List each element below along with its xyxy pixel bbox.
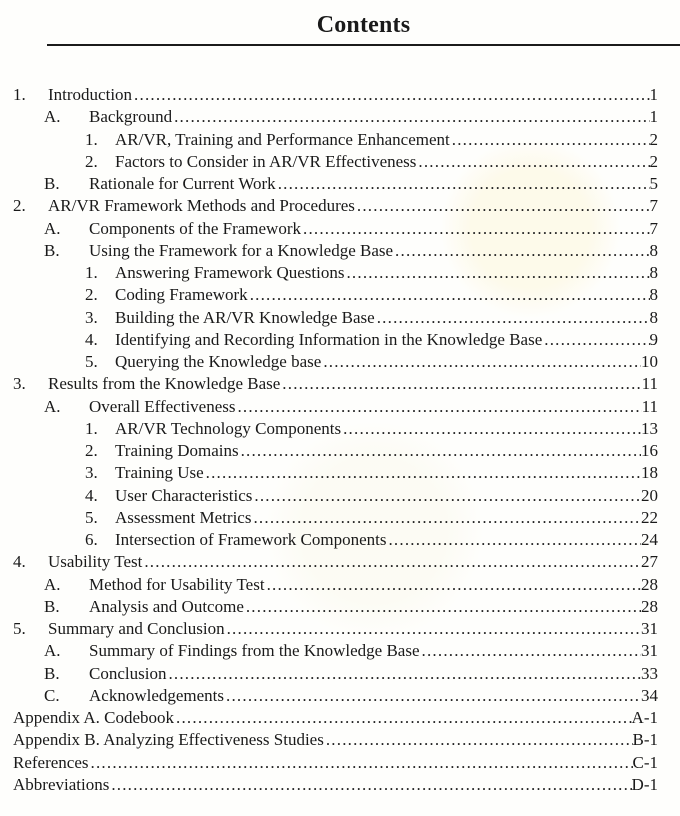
toc-entry-page: 9 [649,329,658,349]
toc-entry-label: A. [44,396,61,416]
toc-entry-label: 1. [13,85,26,104]
toc-entry-title: Introduction [48,85,133,104]
toc-entry-label: 4. [85,485,98,505]
toc-entry[interactable] [0,574,680,596]
dot-leader [144,551,641,573]
dot-leader [278,173,650,195]
toc-entry-title: Answering Framework Questions [115,263,345,282]
toc-entry-page: 33 [641,663,658,683]
toc-entry[interactable] [0,84,680,106]
toc-entry[interactable] [0,707,680,729]
toc-entry-title: Training Use [115,463,204,483]
toc-entry-label: 3. [85,307,98,327]
dot-leader [346,262,649,284]
toc-entry[interactable] [0,551,680,573]
toc-entry-page: 24 [641,530,658,549]
toc-entry-page: 18 [641,463,658,483]
toc-entry-page: 16 [641,441,658,460]
toc-entry-title: Abbreviations [13,774,110,794]
toc-entry[interactable] [0,440,680,462]
toc-entry[interactable] [0,129,680,151]
toc-entry[interactable] [0,106,680,128]
toc-entry-title: Factors to Consider in AR/VR Effectiveness [115,151,417,171]
toc-entry[interactable] [0,752,680,774]
toc-entry-page: 8 [649,285,658,305]
dot-leader [226,685,641,707]
toc-entry-label: B. [44,596,60,616]
toc-entry-page: 27 [641,552,658,572]
toc-entry-title: User Characteristics [115,485,253,505]
toc-entry-title: Acknowledgements [89,685,225,705]
toc-entry-label: A. [44,107,61,127]
dot-leader [246,596,641,618]
toc-entry[interactable] [0,218,680,240]
page-title: Contents [316,12,411,38]
toc-entry-page: 34 [641,685,658,705]
dot-leader [253,507,641,529]
toc-entry-page: A-1 [631,708,658,727]
toc-entry-title: Appendix B. Analyzing Effectiveness Studies [13,730,324,750]
toc-entry-page: 10 [641,352,658,371]
toc-entry-label: 1. [85,418,98,438]
toc-entry-label: 3. [85,463,98,483]
toc-entry[interactable] [0,329,680,351]
toc-entry-label: 5. [13,619,26,638]
toc-entry-title: Summary and Conclusion [48,619,225,638]
dot-leader [323,351,641,373]
toc-entry-title: Coding Framework [115,285,248,305]
toc-entry-label: 5. [85,352,98,371]
toc-entry-title: Appendix A. Codebook [13,708,175,727]
dot-leader [176,707,632,729]
toc-entry-label: A. [44,641,61,661]
toc-entry-page: 13 [641,418,658,438]
toc-entry-page: B-1 [632,730,658,750]
toc-entry-page: C-1 [632,752,658,772]
dot-leader [174,106,649,128]
toc-entry-label: 1. [85,129,98,149]
toc-entry-page: 28 [641,596,658,616]
toc-entry-label: A. [44,218,61,238]
dot-leader [452,129,650,151]
toc-entry[interactable] [0,685,680,707]
toc-entry-title: Summary of Findings from the Knowledge Base [89,641,420,661]
toc-entry-label: 5. [85,507,98,527]
dot-leader [111,774,631,796]
toc-entry[interactable] [0,640,680,662]
dot-leader [544,329,649,351]
toc-entry-page: 1 [649,107,658,127]
dot-leader [388,529,641,551]
toc-entry[interactable] [0,307,680,329]
toc-entry-label: A. [44,574,61,594]
toc-entry-title: Conclusion [89,663,167,683]
toc-entry-page: 11 [641,374,658,394]
toc-entry-title: Querying the Knowledge base [115,352,322,371]
toc-entry-page: 11 [641,396,658,416]
dot-leader [282,373,641,395]
toc-entry[interactable] [0,418,680,440]
toc-entry-title: Usability Test [48,552,143,572]
toc-entry[interactable] [0,774,680,796]
dot-leader [326,729,633,751]
title-rule [47,44,680,46]
dot-leader [303,218,650,240]
toc-entry-page: 2 [649,129,658,149]
toc-entry-label: 3. [13,374,26,394]
toc-entry-page: 8 [649,240,658,260]
toc-entry[interactable] [0,173,680,195]
dot-leader [241,440,641,462]
toc-entry[interactable] [0,284,680,306]
toc-entry-label: 2. [85,285,98,305]
toc-entry-title: Method for Usability Test [89,574,265,594]
dot-leader [377,307,650,329]
dot-leader [227,618,641,640]
toc-entry[interactable] [0,396,680,418]
toc-entry-title: Training Domains [115,441,239,460]
toc-entry-title: AR/VR Framework Methods and Procedures [48,196,355,216]
toc-entry-title: Assessment Metrics [115,507,252,527]
dot-leader [206,462,641,484]
toc-entry-page: 20 [641,485,658,505]
toc-entry-page: 31 [641,619,658,638]
toc-entry-title: Identifying and Recording Information in the Knowledge Base [115,329,543,349]
toc-entry-page: D-1 [631,774,658,794]
toc-entry-title: Results from the Knowledge Base [48,374,281,394]
toc-entry-title: Rationale for Current Work [89,174,276,193]
toc-entry[interactable] [0,240,680,262]
toc-entry-title: Analysis and Outcome [89,596,244,616]
dot-leader [134,84,649,106]
toc-entry-page: 28 [641,574,658,594]
toc-entry-label: 6. [85,530,98,549]
toc-entry[interactable] [0,485,680,507]
toc-entry[interactable] [0,195,680,217]
dot-leader [267,574,641,596]
toc-entry-page: 1 [649,85,658,104]
toc-entry-title: Components of the Framework [89,218,301,238]
toc-entry-label: 4. [13,552,26,572]
toc-entry-page: 5 [649,174,658,193]
toc-entry-title: Using the Framework for a Knowledge Base [89,240,394,260]
dot-leader [168,663,641,685]
toc-entry-title: Intersection of Framework Components [115,530,387,549]
toc-entry-title: Background [89,107,173,127]
toc-entry[interactable] [0,596,680,618]
toc-entry-title: AR/VR, Training and Performance Enhancement [115,129,450,149]
toc-entry-page: 2 [649,151,658,171]
title-block [47,0,680,39]
toc-entry-title: References [13,752,89,772]
toc-entry-label: C. [44,685,60,705]
toc-entry[interactable] [0,529,680,551]
toc-entry[interactable] [0,663,680,685]
dot-leader [418,151,649,173]
toc-entry-label: 4. [85,329,98,349]
toc-entry[interactable] [0,507,680,529]
dot-leader [422,640,641,662]
toc-entry[interactable] [0,462,680,484]
dot-leader [237,396,641,418]
toc-entry-label: 2. [85,151,98,171]
dot-leader [395,240,649,262]
toc-entry-page: 22 [641,507,658,527]
toc-entry[interactable] [0,618,680,640]
toc-entry-label: B. [44,174,60,193]
toc-entry-page: 7 [649,196,658,216]
toc-list [0,84,680,796]
dot-leader [343,418,641,440]
dot-leader [254,485,641,507]
toc-entry[interactable] [0,262,680,284]
toc-entry-page: 8 [649,307,658,327]
dot-leader [91,752,633,774]
toc-entry-title: Building the AR/VR Knowledge Base [115,307,375,327]
toc-entry[interactable] [0,729,680,751]
toc-entry-label: B. [44,663,60,683]
toc-entry-label: 2. [13,196,26,216]
toc-entry-label: B. [44,240,60,260]
toc-entry-page: 7 [649,218,658,238]
toc-entry-page: 31 [641,641,658,661]
toc-entry[interactable] [0,151,680,173]
toc-entry-label: 2. [85,441,98,460]
toc-entry[interactable] [0,351,680,373]
toc-entry-page: 8 [649,263,658,282]
toc-entry-title: AR/VR Technology Components [115,418,342,438]
dot-leader [357,195,650,217]
dot-leader [250,284,650,306]
toc-entry-label: 1. [85,263,98,282]
toc-entry-title: Overall Effectiveness [89,396,236,416]
toc-entry[interactable] [0,373,680,395]
